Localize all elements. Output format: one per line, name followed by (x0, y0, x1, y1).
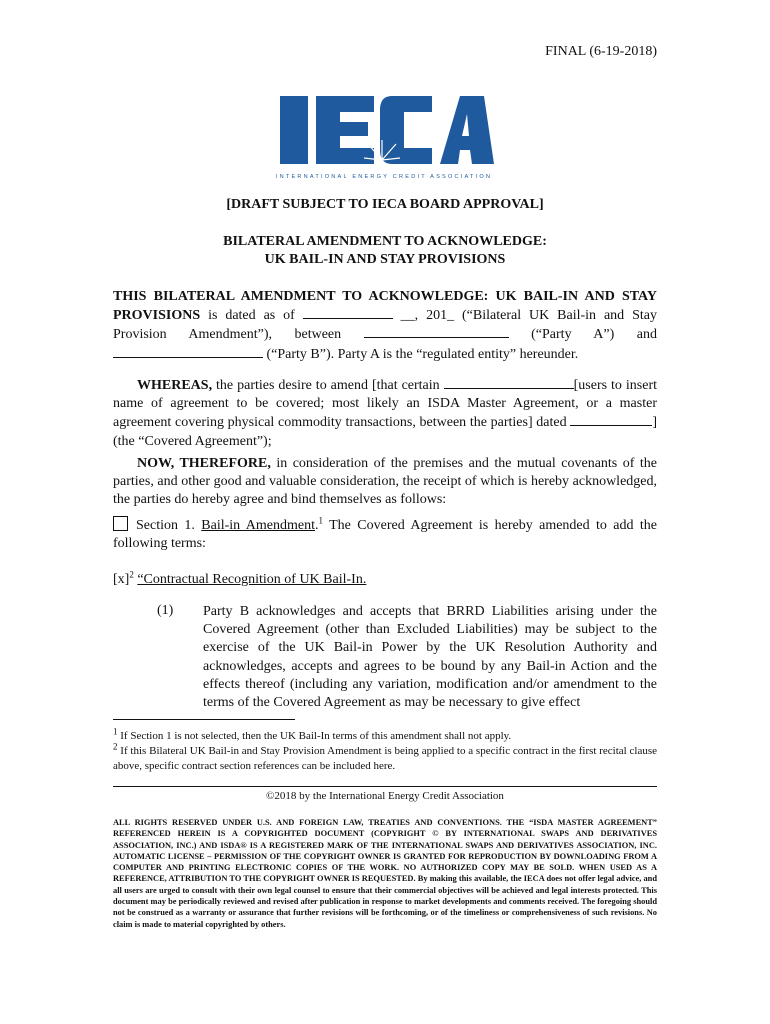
intro-text-2: __, 201_ (“Bilateral UK Bail-in and Stay Provision Amendment”), between (113, 308, 657, 343)
item-1-text: Party B acknowledges and accepts that BRRD Liabilities arising under the Covered Agreement (other than Excluded Liabilities) may be subject to the exercise of the UK Bail-in Power by the UK Resolution Authority and acknowledges, accepts and agrees to be bound by any Bail-in Action and the effects thereof (including any variation, modification and/or amendment to the terms of the Covered Agreement as may be necessary to give effect (203, 604, 657, 711)
agreement-name-blank[interactable] (444, 376, 574, 389)
date-blank[interactable] (303, 306, 393, 319)
legal-caps: ALL RIGHTS RESERVED UNDER U.S. AND FOREIGN LAW, TREATIES AND CONVENTIONS. THE “ISDA MASTER AGREEMENT” REFERENCED HEREIN IS A COPYRIGHTED DOCUMENT (COPYRIGHT © BY INTERNATIONAL SWAPS AND DERIVATIVES ASSOCIATION, INC.) AND ISDA® IS A REGISTERED MARK OF THE INTERNATIONAL SWAPS AND DERIVATIVES ASSOCIATION, INC. AUTOMATIC LICENSE – PERMISSION OF THE COPYRIGHT OWNER IS GRANTED FOR REPRODUCTION BY DOWNLOADING FROM A COMPUTER AND PRINTING ELECTRONIC COPIES OF THE WORK. NO AUTHORIZED COPY MAY BE SOLD. WHEN USED AS A REFERENCE, ATTRIBUTION TO THE COPYRIGHT OWNER IS REQUESTED. (113, 818, 657, 884)
now-therefore-paragraph (113, 455, 657, 510)
title-line-2: UK BAIL-IN AND STAY PROVISIONS (264, 252, 506, 267)
footnote-2-mark: 2 (113, 741, 118, 752)
clause-prefix: [x] (113, 572, 130, 587)
final-date-label: FINAL (6-19-2018) (545, 44, 657, 59)
intro-text-1: is dated as of (200, 308, 303, 324)
whereas-paragraph (113, 376, 657, 451)
ieca-logo (272, 92, 496, 184)
draft-notice: [DRAFT SUBJECT TO IECA BOARD APPROVAL] (226, 197, 544, 212)
now-therefore-text: in consideration of the premises and the mutual covenants of the parties, and other good and valuable consideration, the receipt of which is hereby acknowledged, the parties do hereby agree and bind themselves as follows: (113, 456, 657, 508)
footnote-1-mark: 1 (113, 726, 118, 737)
footnote-1 (113, 726, 657, 744)
footnote-separator (113, 719, 295, 720)
item-1-number: (1) (157, 603, 174, 618)
intro-paragraph (113, 288, 657, 364)
agreement-date-blank[interactable] (570, 413, 652, 426)
title-line-1: BILATERAL AMENDMENT TO ACKNOWLEDGE: (223, 234, 547, 249)
section-1-heading: Bail-in Amendment (201, 518, 315, 533)
party-a-blank[interactable] (364, 325, 509, 338)
footnote-2 (113, 741, 657, 774)
copyright-line: ©2018 by the International Energy Credit Association (266, 790, 504, 802)
intro-bold: THIS BILATERAL AMENDMENT TO ACKNOWLEDGE: UK BAIL-IN AND STAY PROVISIONS (113, 289, 657, 324)
party-b-blank[interactable] (113, 345, 263, 358)
now-therefore-bold: NOW, THEREFORE, (137, 456, 271, 471)
whereas-bold: WHEREAS, (137, 378, 213, 393)
section-1-paragraph: Section 1. Bail-in Amendment.$^1$ The Covered Agreement is hereby amended to add the following terms: (113, 515, 658, 552)
legal-rest: By making this available, the IECA does not offer legal advice, and all users are urged to consult with their own legal counsel to ensure that their commercial objectives will be achieved and legal interests protected. This document may be periodically reviewed and revised after publication in response to market developments and comments received. The foregoing should not be construed as a warranty or assurance that further revisions will be forthcoming, or of the timeliness or comprehensiveness of such revisions. No claim is made to material copyrighted by others. (113, 874, 657, 929)
section-1-checkbox[interactable] (113, 516, 128, 531)
intro-text-3: (“Party A”) and (508, 327, 657, 343)
intro-text-4: (“Party B”). Party A is the “regulated entity” hereunder. (263, 346, 579, 362)
footnote-2-text: If this Bilateral UK Bail-in and Stay Provision Amendment is being applied to a specific contract in the first recital clause above, specific contract section references can be included here. (113, 745, 657, 772)
footnote-ref-1[interactable]: 1 (318, 515, 323, 526)
logo-tagline: INTERNATIONAL ENERGY CREDIT ASSOCIATION (275, 174, 493, 180)
copyright-separator (113, 786, 657, 787)
whereas-text-1: the parties desire to amend [that certain (212, 378, 444, 393)
clause-title: “Contractual Recognition of UK Bail-In. (137, 572, 367, 587)
section-1-text: The Covered Agreement is hereby amended to add the following terms: (113, 518, 658, 552)
footnote-1-text: If Section 1 is not selected, then the UK Bail-In terms of this amendment shall not apply. (117, 730, 512, 742)
ieca-logo-graphic (272, 92, 496, 184)
legal-notice (113, 817, 657, 930)
clause-heading (113, 571, 657, 589)
footnote-ref-2[interactable]: 2 (129, 569, 134, 580)
whereas-text-2: [users to insert name of agreement to be covered; most likely an ISDA Master Agreement, or a master agreement covering physical commodity transactions, between the parties] dated (113, 378, 657, 431)
section-1-prefix: Section 1. (136, 518, 202, 533)
whereas-text-3: ] (the “Covered Agreement”); (113, 415, 657, 449)
